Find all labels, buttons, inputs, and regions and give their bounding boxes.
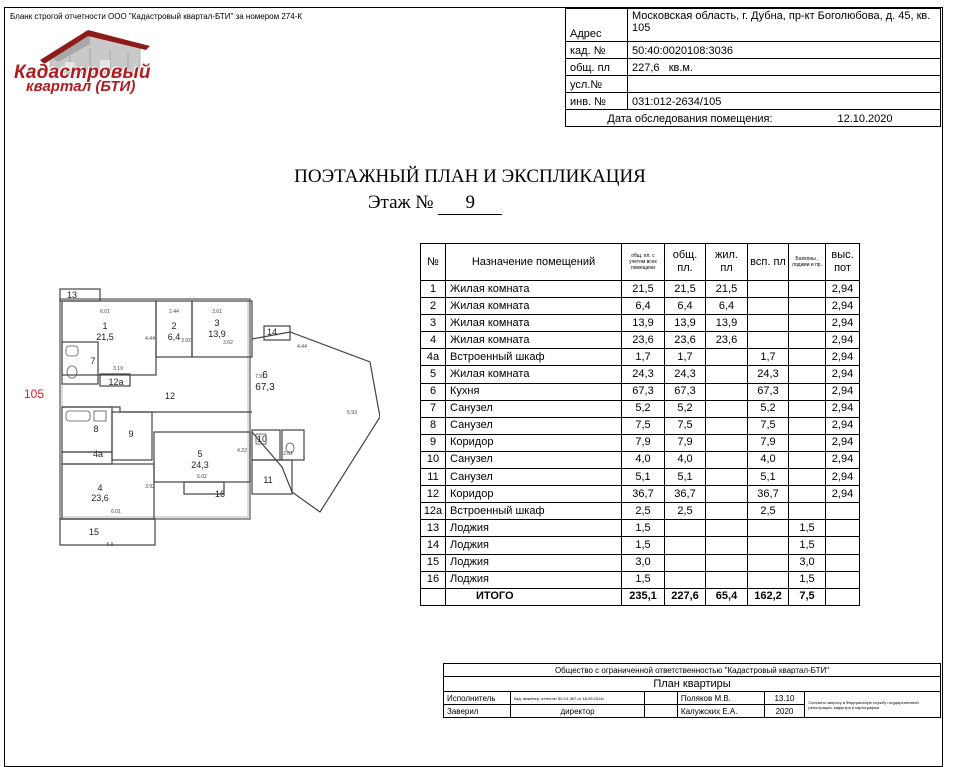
apartment-number: 105 xyxy=(23,387,45,401)
row-balc: 1,5 xyxy=(789,571,826,588)
row-no: 16 xyxy=(421,571,446,588)
label-15: 15 xyxy=(88,527,100,537)
row-no: 3 xyxy=(421,315,446,332)
row-total: 1,7 xyxy=(665,349,706,366)
row-with-balc: 24,3 xyxy=(622,366,665,383)
area-unit: кв.м. xyxy=(668,62,694,74)
footer-stamp xyxy=(443,663,941,718)
row-no: 1 xyxy=(421,281,446,298)
area-value: 227,6 xyxy=(632,62,660,74)
room-4-area: 23,6 xyxy=(91,493,109,503)
row-living xyxy=(706,537,748,554)
inv-label: инв. № xyxy=(566,93,628,110)
row-total: 2,5 xyxy=(665,503,706,520)
row-living xyxy=(706,349,748,366)
row-living xyxy=(706,417,748,434)
row-height xyxy=(826,503,860,520)
row-name: Лоджия xyxy=(446,520,622,537)
dim-8: 7.91 xyxy=(255,374,265,380)
row-balc xyxy=(789,434,826,451)
row-height: 2,94 xyxy=(826,298,860,315)
footer-sign-2 xyxy=(645,705,678,718)
table-row xyxy=(421,503,860,520)
footer-sign-1 xyxy=(645,692,678,705)
label-13: 13 xyxy=(66,290,78,300)
row-living xyxy=(706,554,748,571)
row-height: 2,94 xyxy=(826,315,860,332)
row-aux xyxy=(748,554,789,571)
row-name: Встроенный шкаф xyxy=(446,503,622,520)
row-name: Лоджия xyxy=(446,554,622,571)
row-name: Санузел xyxy=(446,400,622,417)
col-no: № xyxy=(421,244,446,281)
room-5-num: 5 xyxy=(197,449,203,459)
inv-value: 031:012-2634/105 xyxy=(628,93,941,110)
dim-3: 3.61 xyxy=(212,309,222,315)
dim-6: 3.62 xyxy=(223,340,233,346)
dim-9: 4.44 xyxy=(297,344,307,350)
row-aux xyxy=(748,537,789,554)
floor-number: 9 xyxy=(438,192,502,215)
row-no: 4 xyxy=(421,332,446,349)
row-with-balc: 1,5 xyxy=(622,520,665,537)
row-name: Жилая комната xyxy=(446,315,622,332)
row-name: Кухня xyxy=(446,383,622,400)
label-7: 7 xyxy=(90,356,96,366)
table-row xyxy=(421,298,860,315)
label-14: 14 xyxy=(266,327,278,337)
row-no: 10 xyxy=(421,451,446,468)
row-no: 6 xyxy=(421,383,446,400)
row-with-balc: 36,7 xyxy=(622,486,665,503)
row-living xyxy=(706,434,748,451)
row-aux: 7,5 xyxy=(748,417,789,434)
row-living: 13,9 xyxy=(706,315,748,332)
row-balc: 1,5 xyxy=(789,537,826,554)
row-name: Жилая комната xyxy=(446,366,622,383)
row-height: 2,94 xyxy=(826,469,860,486)
row-balc xyxy=(789,383,826,400)
table-row xyxy=(421,366,860,383)
row-height: 2,94 xyxy=(826,400,860,417)
row-with-balc: 1,7 xyxy=(622,349,665,366)
row-with-balc: 67,3 xyxy=(622,383,665,400)
room-6-area: 67,3 xyxy=(255,382,275,393)
row-aux xyxy=(748,298,789,315)
total-with-balc: 235,1 xyxy=(622,588,665,605)
footer-agreement: Согласно запросу в Федеральную службу государственной регистрации, кадастра и картографии xyxy=(805,692,941,718)
row-with-balc: 4,0 xyxy=(622,451,665,468)
row-balc xyxy=(789,281,826,298)
dim-2: 2.44 xyxy=(169,309,179,315)
row-total xyxy=(665,554,706,571)
row-height: 2,94 xyxy=(826,417,860,434)
row-total: 7,9 xyxy=(665,434,706,451)
row-name: Лоджия xyxy=(446,537,622,554)
row-no: 8 xyxy=(421,417,446,434)
floor-line xyxy=(368,192,502,215)
row-name: Жилая комната xyxy=(446,332,622,349)
floor-plan xyxy=(20,282,380,557)
footer-director-pos: директор xyxy=(510,705,644,718)
row-height: 2,94 xyxy=(826,383,860,400)
row-balc xyxy=(789,315,826,332)
page-title: ПОЭТАЖНЫЙ ПЛАН И ЭКСПЛИКАЦИЯ xyxy=(294,166,646,187)
dim-1: 6.01 xyxy=(100,309,110,315)
table-row xyxy=(421,537,860,554)
row-aux xyxy=(748,571,789,588)
row-total: 23,6 xyxy=(665,332,706,349)
row-name: Санузел xyxy=(446,469,622,486)
row-height: 2,94 xyxy=(826,366,860,383)
table-row xyxy=(421,451,860,468)
row-no: 12 xyxy=(421,486,446,503)
room-1-num: 1 xyxy=(102,321,108,331)
row-with-balc: 3,0 xyxy=(622,554,665,571)
room-5-area: 24,3 xyxy=(191,460,209,470)
total-area: 227,6 xyxy=(665,588,706,605)
row-name: Лоджия xyxy=(446,571,622,588)
room-3-num: 3 xyxy=(214,318,220,328)
total-living: 65,4 xyxy=(706,588,748,605)
row-height xyxy=(826,554,860,571)
table-row xyxy=(421,400,860,417)
row-total: 5,2 xyxy=(665,400,706,417)
row-balc: 1,5 xyxy=(789,520,826,537)
row-balc xyxy=(789,469,826,486)
row-living: 6,4 xyxy=(706,298,748,315)
table-row xyxy=(421,417,860,434)
row-no: 7 xyxy=(421,400,446,417)
row-with-balc: 1,5 xyxy=(622,571,665,588)
row-no: 2 xyxy=(421,298,446,315)
cad-label: кад. № xyxy=(566,42,628,59)
row-aux: 5,2 xyxy=(748,400,789,417)
table-row xyxy=(421,315,860,332)
row-aux: 24,3 xyxy=(748,366,789,383)
row-aux: 67,3 xyxy=(748,383,789,400)
header-info-table xyxy=(565,8,941,127)
row-name: Санузел xyxy=(446,451,622,468)
col-with-balc: общ. пл. с учетом всех помещени xyxy=(622,244,665,281)
label-12a: 12а xyxy=(108,377,124,387)
row-no: 15 xyxy=(421,554,446,571)
row-balc xyxy=(789,349,826,366)
room-2-area: 6,4 xyxy=(167,332,181,342)
dim-13: 2.01 xyxy=(283,451,293,457)
row-total: 21,5 xyxy=(665,281,706,298)
row-living: 23,6 xyxy=(706,332,748,349)
table-row xyxy=(421,554,860,571)
row-balc xyxy=(789,503,826,520)
table-row xyxy=(421,349,860,366)
row-no: 11 xyxy=(421,469,446,486)
footer-executor-label: Исполнитель xyxy=(444,692,511,705)
total-balc: 7,5 xyxy=(789,588,826,605)
table-row xyxy=(421,469,860,486)
table-row xyxy=(421,520,860,537)
row-living xyxy=(706,503,748,520)
row-with-balc: 13,9 xyxy=(622,315,665,332)
survey-date: 12.10.2020 xyxy=(837,113,893,125)
row-no: 12а xyxy=(421,503,446,520)
row-living xyxy=(706,383,748,400)
row-total: 36,7 xyxy=(665,486,706,503)
row-with-balc: 7,5 xyxy=(622,417,665,434)
row-total: 4,0 xyxy=(665,451,706,468)
row-balc xyxy=(789,366,826,383)
col-height: выс. пот xyxy=(826,244,860,281)
row-balc xyxy=(789,486,826,503)
dim-4: 4.44 xyxy=(145,336,155,342)
col-total: общ. пл. xyxy=(665,244,706,281)
col-living: жил. пл xyxy=(706,244,748,281)
dim-5: 3.92 xyxy=(181,338,191,344)
row-height: 2,94 xyxy=(826,486,860,503)
row-height: 2,94 xyxy=(826,349,860,366)
row-with-balc: 7,9 xyxy=(622,434,665,451)
label-8: 8 xyxy=(93,424,99,434)
table-row xyxy=(421,571,860,588)
row-aux: 7,9 xyxy=(748,434,789,451)
row-aux: 2,5 xyxy=(748,503,789,520)
table-header-row xyxy=(421,244,860,281)
row-total: 67,3 xyxy=(665,383,706,400)
row-no: 5 xyxy=(421,366,446,383)
row-no: 14 xyxy=(421,537,446,554)
row-name: Встроенный шкаф xyxy=(446,349,622,366)
footer-director-label: Заверил xyxy=(444,705,511,718)
footer-director-name: Калужских Е.А. xyxy=(677,705,764,718)
label-16: 16 xyxy=(214,489,226,499)
dim-16: 5.9 xyxy=(106,542,114,548)
floor-label: Этаж № xyxy=(368,192,434,213)
row-living xyxy=(706,520,748,537)
label-9: 9 xyxy=(128,429,134,439)
total-empty xyxy=(421,588,446,605)
row-name: Коридор xyxy=(446,434,622,451)
row-name: Жилая комната xyxy=(446,298,622,315)
table-row xyxy=(421,486,860,503)
col-aux: всп. пл xyxy=(748,244,789,281)
footer-executor-name: Поляков М.В. xyxy=(677,692,764,705)
row-height: 2,94 xyxy=(826,332,860,349)
label-11: 11 xyxy=(263,475,273,485)
row-aux: 4,0 xyxy=(748,451,789,468)
row-aux: 36,7 xyxy=(748,486,789,503)
total-aux: 162,2 xyxy=(748,588,789,605)
row-height xyxy=(826,571,860,588)
row-aux xyxy=(748,520,789,537)
row-total xyxy=(665,520,706,537)
label-10: 10 xyxy=(256,434,268,444)
row-with-balc: 23,6 xyxy=(622,332,665,349)
row-balc xyxy=(789,400,826,417)
row-balc xyxy=(789,417,826,434)
table-row xyxy=(421,434,860,451)
table-row xyxy=(421,332,860,349)
row-living xyxy=(706,571,748,588)
col-name: Назначение помещений xyxy=(446,244,622,281)
footer-executor-cert: Кад. инженер, аттестат 50-14-367 от 18.09.2014г. xyxy=(510,692,644,705)
row-balc xyxy=(789,298,826,315)
row-total xyxy=(665,571,706,588)
row-balc xyxy=(789,451,826,468)
room-3-area: 13,9 xyxy=(208,329,226,339)
dim-11: 6.02 xyxy=(197,474,207,480)
cad-value: 50:40:0020108:3036 xyxy=(628,42,941,59)
label-4a: 4а xyxy=(92,449,104,459)
row-height xyxy=(826,520,860,537)
row-with-balc: 21,5 xyxy=(622,281,665,298)
row-height xyxy=(826,537,860,554)
row-aux xyxy=(748,281,789,298)
row-aux xyxy=(748,332,789,349)
logo-text-line1: Кадастровый xyxy=(14,62,151,83)
row-balc: 3,0 xyxy=(789,554,826,571)
row-aux: 1,7 xyxy=(748,349,789,366)
room-1-area: 21,5 xyxy=(96,332,114,342)
row-total xyxy=(665,537,706,554)
row-with-balc: 5,1 xyxy=(622,469,665,486)
row-with-balc: 1,5 xyxy=(622,537,665,554)
row-total: 5,1 xyxy=(665,469,706,486)
row-balc xyxy=(789,332,826,349)
logo-text-line2: квартал (БТИ) xyxy=(26,78,136,95)
row-living xyxy=(706,400,748,417)
room-6-num: 6 xyxy=(262,370,268,381)
row-living xyxy=(706,451,748,468)
blank-note: Бланк строгой отчетности ООО "Кадастровый квартал-БТИ" за номером 274-К xyxy=(10,12,303,21)
survey-row xyxy=(566,110,941,127)
table-row xyxy=(421,281,860,298)
footer-doc-title: План квартиры xyxy=(444,677,941,692)
row-aux: 5,1 xyxy=(748,469,789,486)
row-name: Санузел xyxy=(446,417,622,434)
dim-14: 3.92 xyxy=(145,484,155,490)
row-living xyxy=(706,486,748,503)
row-height: 2,94 xyxy=(826,451,860,468)
row-living xyxy=(706,469,748,486)
row-total: 24,3 xyxy=(665,366,706,383)
table-row xyxy=(421,383,860,400)
area-cell xyxy=(628,59,941,76)
row-total: 13,9 xyxy=(665,315,706,332)
address-value: Московская область, г. Дубна, пр-кт Боголюбова, д. 45, кв. 105 xyxy=(628,9,941,42)
col-balc: Балконы , лоджии и пр. xyxy=(789,244,826,281)
row-total: 6,4 xyxy=(665,298,706,315)
usl-value xyxy=(628,76,941,93)
total-row xyxy=(421,588,860,605)
footer-date1: 13.10 xyxy=(764,692,805,705)
address-label: Адрес xyxy=(566,9,628,42)
row-with-balc: 5,2 xyxy=(622,400,665,417)
area-label: общ. пл xyxy=(566,59,628,76)
room-4-num: 4 xyxy=(97,483,103,493)
row-name: Жилая комната xyxy=(446,281,622,298)
row-with-balc: 2,5 xyxy=(622,503,665,520)
row-name: Коридор xyxy=(446,486,622,503)
dim-7: 3.19 xyxy=(113,366,123,372)
explication-table xyxy=(420,243,860,606)
label-12: 12 xyxy=(164,391,176,401)
row-aux xyxy=(748,315,789,332)
row-height: 2,94 xyxy=(826,434,860,451)
room-2-num: 2 xyxy=(171,321,177,331)
row-living xyxy=(706,366,748,383)
row-no: 4а xyxy=(421,349,446,366)
total-label: ИТОГО xyxy=(446,588,622,605)
row-no: 9 xyxy=(421,434,446,451)
footer-company: Общество с ограниченной ответственностью "Кадастровый квартал-БТИ" xyxy=(444,664,941,677)
total-height xyxy=(826,588,860,605)
dim-10: 5.93 xyxy=(347,410,357,416)
row-no: 13 xyxy=(421,520,446,537)
row-living: 21,5 xyxy=(706,281,748,298)
row-total: 7,5 xyxy=(665,417,706,434)
usl-label: усл.№ xyxy=(566,76,628,93)
footer-date2: 2020 xyxy=(764,705,805,718)
row-with-balc: 6,4 xyxy=(622,298,665,315)
dim-15: 6.01 xyxy=(111,509,121,515)
survey-label: Дата обследования помещения: xyxy=(607,113,773,125)
row-height: 2,94 xyxy=(826,281,860,298)
dim-12: 4.22 xyxy=(237,448,247,454)
